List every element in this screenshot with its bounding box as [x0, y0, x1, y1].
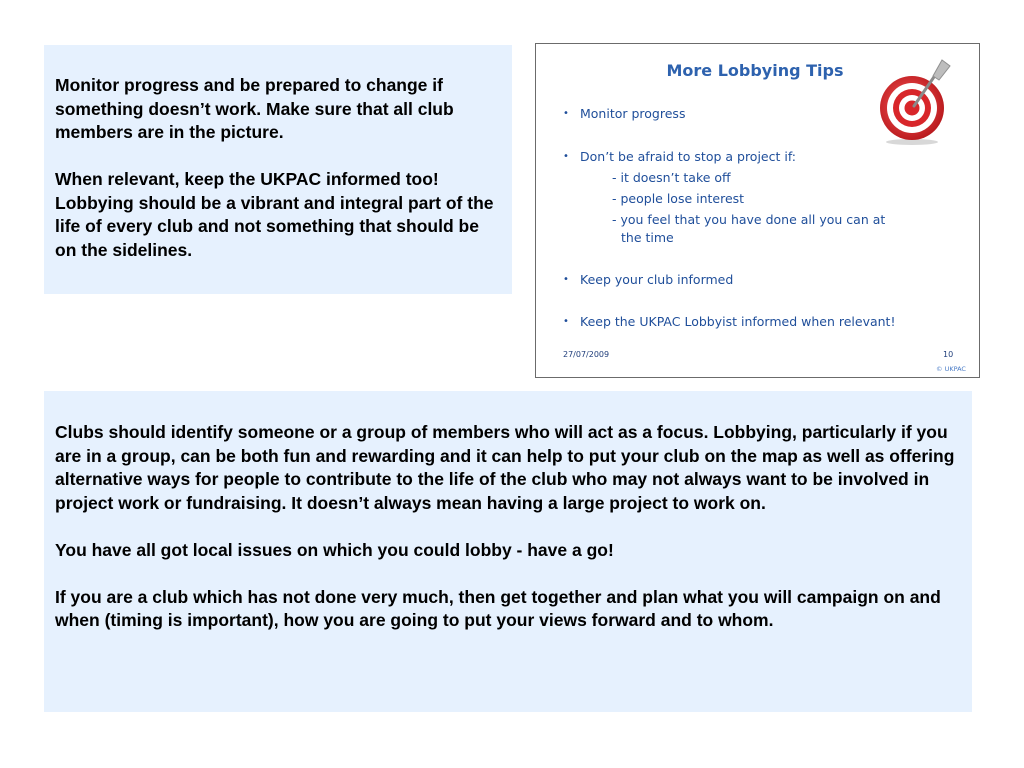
- notes-box-top: [44, 45, 512, 294]
- slide-copyright: © UKPAC: [936, 365, 966, 373]
- bullet-marker: •: [563, 274, 569, 285]
- slide-sub-item: - you feel that you have done all you can at: [612, 212, 886, 227]
- target-with-dart-icon: [876, 54, 956, 146]
- note-paragraph: If you are a club which has not done very much, then get together and plan what you will campaign on and when (timing is important), how you are going to put your views forward and to whom.: [55, 586, 941, 630]
- slide-sub-item: - it doesn’t take off: [612, 170, 731, 185]
- slide-thumbnail: [535, 43, 980, 378]
- bullet-text: Keep your club informed: [580, 272, 734, 287]
- note-paragraph: Monitor progress and be prepared to change if something doesn’t work. Make sure that all club members are in the picture.: [55, 75, 454, 142]
- notes-box-bottom: [44, 391, 972, 712]
- slide-sub-item: - people lose interest: [612, 191, 745, 206]
- slide-page-number: 10: [943, 350, 954, 359]
- sub-item-text: the time: [621, 230, 674, 245]
- bullet-text: Monitor progress: [580, 106, 686, 121]
- bullet-marker: •: [563, 316, 569, 327]
- slide-title: More Lobbying Tips: [666, 61, 844, 80]
- slide-footer-date: 27/07/2009: [563, 350, 610, 359]
- bullet-marker: •: [563, 108, 569, 119]
- bullet-marker: •: [563, 151, 569, 162]
- slide-sub-item-continued: [612, 228, 674, 247]
- note-paragraph: When relevant, keep the UKPAC informed too! Lobbying should be a vibrant and integral part of the life of every club and not something that should be on the sidelines.: [55, 169, 494, 260]
- bullet-text: Don’t be afraid to stop a project if:: [580, 149, 797, 164]
- note-paragraph: Clubs should identify someone or a group of members who will act as a focus. Lobbying, particularly if you are in a group, can be both fun and rewarding and it can help to put your club on the map as well as offering alternative ways for people to contribute to the life of the club who may not always want to be involved in project work or fundraising. It doesn’t always mean having a large project to work on.: [55, 422, 955, 513]
- note-paragraph: You have all got local issues on which you could lobby - have a go!: [55, 539, 614, 560]
- bullet-text: Keep the UKPAC Lobbyist informed when relevant!: [580, 314, 896, 329]
